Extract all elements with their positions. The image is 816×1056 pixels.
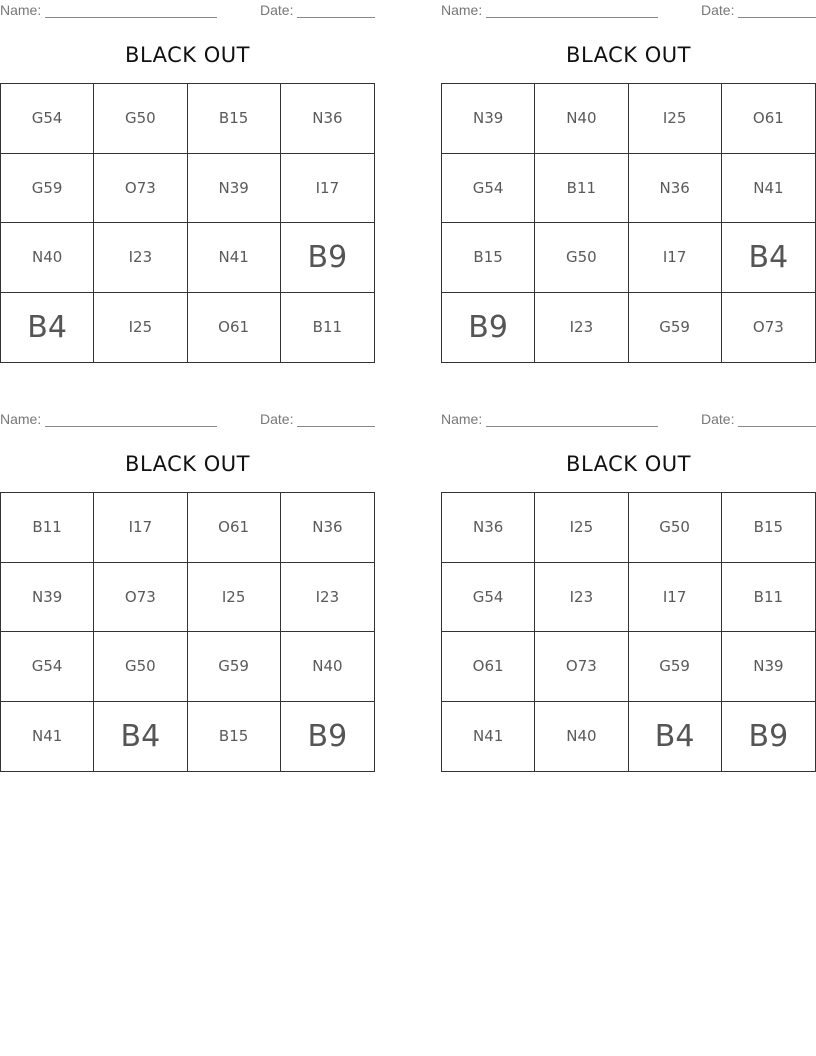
grid-cell[interactable]: I17: [629, 563, 722, 633]
grid-cell[interactable]: N40: [1, 223, 94, 293]
grid-cell[interactable]: B11: [1, 493, 94, 563]
grid-cell[interactable]: I17: [94, 493, 187, 563]
grid-cell[interactable]: I23: [535, 293, 628, 363]
grid-cell[interactable]: G54: [442, 154, 535, 224]
bingo-card-3: [0, 409, 375, 772]
grid-cell[interactable]: I25: [535, 493, 628, 563]
grid-cell[interactable]: O73: [94, 154, 187, 224]
grid-cell[interactable]: N40: [535, 84, 628, 154]
grid-cell[interactable]: N41: [722, 154, 815, 224]
grid-cell[interactable]: G50: [94, 632, 187, 702]
grid-cell[interactable]: B4: [1, 293, 94, 363]
card-header: [441, 411, 816, 429]
bingo-grid: [0, 492, 375, 772]
grid-cell[interactable]: N36: [442, 493, 535, 563]
grid-cell[interactable]: G59: [629, 293, 722, 363]
grid-cell[interactable]: G50: [535, 223, 628, 293]
date-label: Date:: [260, 411, 294, 427]
grid-cell[interactable]: N41: [188, 223, 281, 293]
grid-cell[interactable]: I25: [188, 563, 281, 633]
grid-cell[interactable]: N39: [722, 632, 815, 702]
bingo-card-4: [441, 409, 816, 772]
grid-cell[interactable]: B11: [312, 318, 343, 337]
grid-cell[interactable]: G50: [629, 493, 722, 563]
grid-cell[interactable]: B15: [442, 223, 535, 293]
grid-cell[interactable]: B9: [442, 293, 535, 363]
card-header: [0, 2, 375, 20]
card-title: BLACK OUT: [125, 43, 250, 67]
grid-cell[interactable]: G54: [1, 632, 94, 702]
bingo-card-2: [441, 0, 816, 363]
grid-cell[interactable]: O61: [188, 293, 281, 363]
grid-cell[interactable]: G59: [629, 632, 722, 702]
grid-cell[interactable]: B9: [281, 223, 374, 293]
bingo-card-1: [0, 0, 375, 363]
name-field[interactable]: [45, 426, 217, 427]
date-label: Date:: [701, 2, 735, 18]
grid-cell[interactable]: I25: [629, 84, 722, 154]
grid-cell[interactable]: I23: [535, 563, 628, 633]
bingo-grid: [441, 492, 816, 772]
card-title: BLACK OUT: [125, 452, 250, 476]
name-label: Name:: [0, 2, 42, 18]
grid-cell[interactable]: O61: [188, 493, 281, 563]
bingo-grid: [441, 83, 816, 363]
card-title: BLACK OUT: [566, 452, 691, 476]
grid-cell[interactable]: N36: [281, 493, 374, 563]
name-label: Name:: [0, 411, 42, 427]
grid-cell[interactable]: B9: [748, 718, 789, 754]
grid-cell[interactable]: O73: [94, 563, 187, 633]
grid-cell[interactable]: O73: [752, 318, 784, 337]
name-label: Name:: [441, 411, 483, 427]
date-label: Date:: [701, 411, 735, 427]
date-label: Date:: [260, 2, 294, 18]
grid-cell[interactable]: B9: [307, 718, 348, 754]
grid-cell[interactable]: I17: [281, 154, 374, 224]
name-field[interactable]: [486, 426, 658, 427]
date-field[interactable]: [297, 426, 375, 427]
grid-cell[interactable]: I25: [94, 293, 187, 363]
grid-cell[interactable]: B11: [535, 154, 628, 224]
grid-cell[interactable]: B15: [188, 702, 281, 772]
grid-cell[interactable]: G54: [1, 84, 94, 154]
grid-cell[interactable]: G59: [188, 632, 281, 702]
grid-cell[interactable]: N36: [281, 84, 374, 154]
grid-cell[interactable]: N39: [442, 84, 535, 154]
grid-cell[interactable]: B4: [722, 223, 815, 293]
grid-cell[interactable]: G50: [94, 84, 187, 154]
card-header: [441, 2, 816, 20]
card-title: BLACK OUT: [566, 43, 691, 67]
card-header: [0, 411, 375, 429]
grid-cell[interactable]: B15: [722, 493, 815, 563]
grid-cell[interactable]: I17: [629, 223, 722, 293]
name-field[interactable]: [45, 17, 217, 18]
grid-cell[interactable]: B15: [188, 84, 281, 154]
grid-cell[interactable]: B11: [722, 563, 815, 633]
grid-cell[interactable]: G54: [442, 563, 535, 633]
grid-cell[interactable]: O61: [442, 632, 535, 702]
grid-cell[interactable]: G59: [1, 154, 94, 224]
grid-cell[interactable]: N40: [535, 702, 628, 772]
grid-cell[interactable]: N40: [281, 632, 374, 702]
grid-cell[interactable]: B4: [94, 702, 187, 772]
grid-cell[interactable]: N39: [188, 154, 281, 224]
grid-cell[interactable]: N41: [442, 702, 535, 772]
date-field[interactable]: [297, 17, 375, 18]
grid-cell[interactable]: I23: [94, 223, 187, 293]
grid-cell[interactable]: N39: [1, 563, 94, 633]
date-field[interactable]: [738, 426, 816, 427]
date-field[interactable]: [738, 17, 816, 18]
grid-cell[interactable]: N36: [629, 154, 722, 224]
grid-cell[interactable]: B4: [629, 702, 722, 772]
bingo-grid: [0, 83, 375, 363]
grid-cell[interactable]: N41: [1, 702, 94, 772]
grid-cell[interactable]: I23: [281, 563, 374, 633]
name-field[interactable]: [486, 17, 658, 18]
grid-cell[interactable]: O61: [722, 84, 815, 154]
name-label: Name:: [441, 2, 483, 18]
grid-cell[interactable]: O73: [535, 632, 628, 702]
